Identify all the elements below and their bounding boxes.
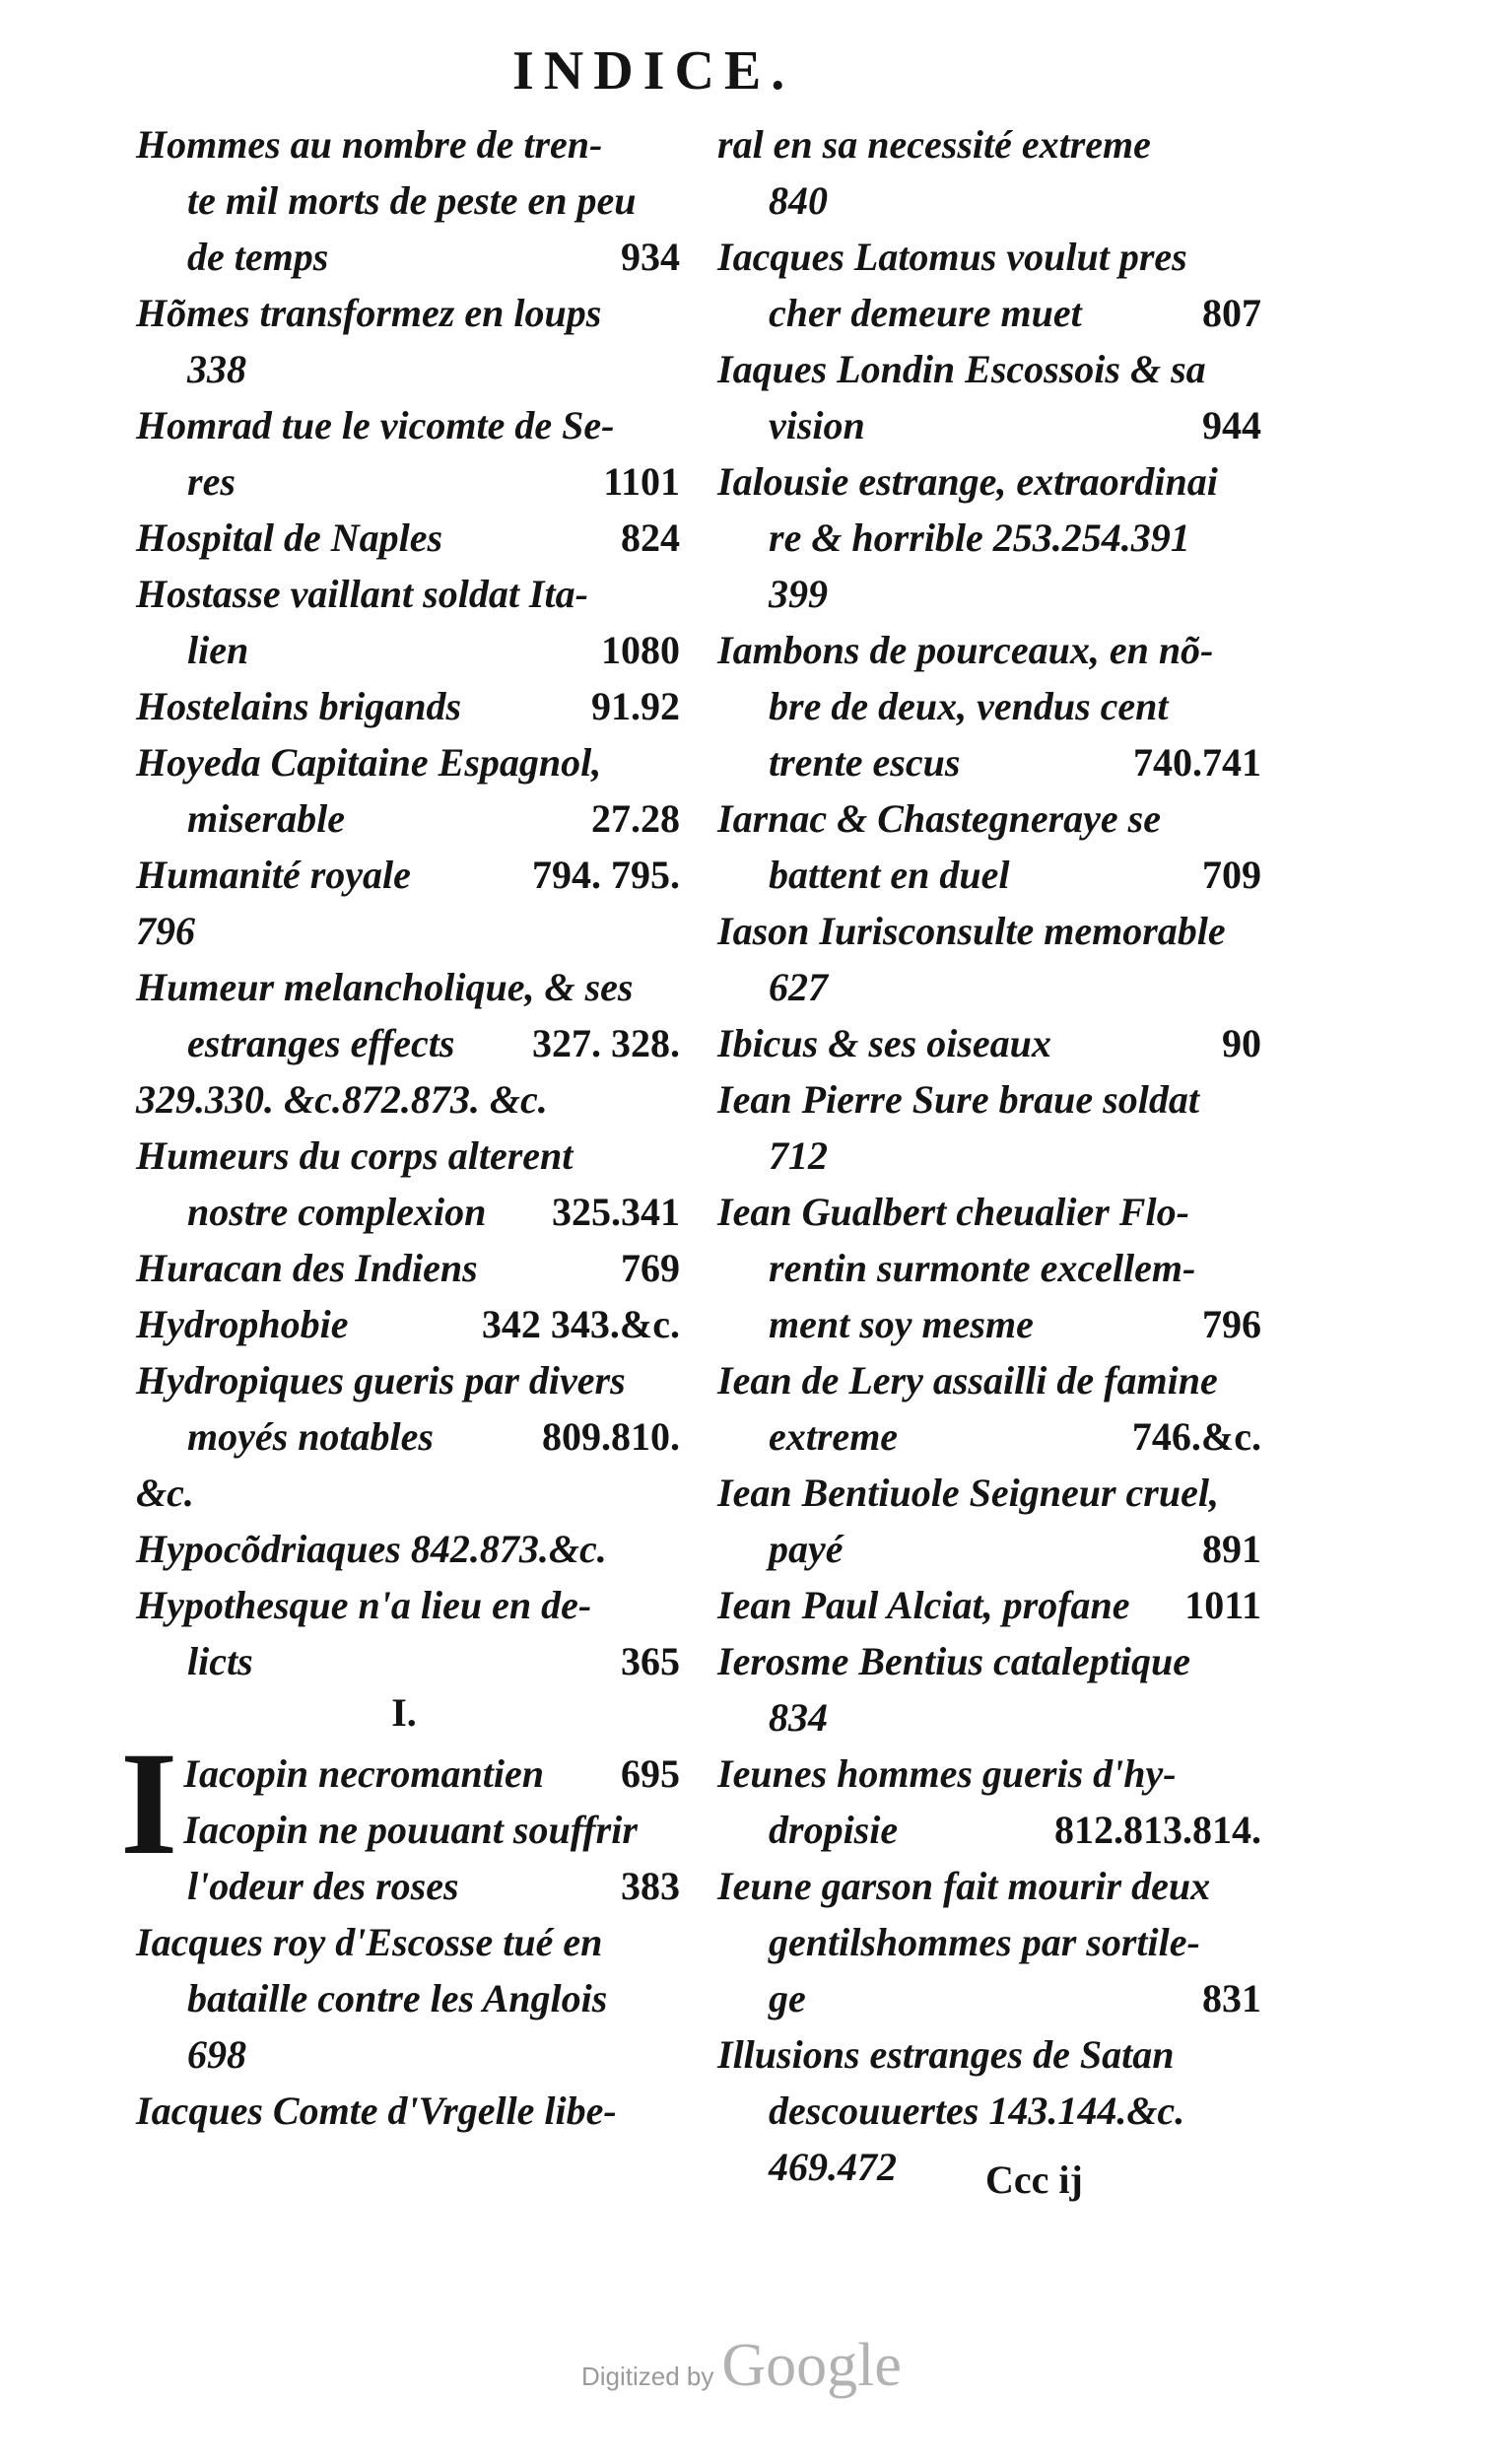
index-entry [128, 734, 680, 847]
index-entry [128, 903, 680, 959]
drop-cap: I [120, 1722, 178, 1885]
entry-line: &c. [136, 1471, 194, 1515]
entry-line: Hydropiques gueris par divers [136, 1358, 626, 1403]
entry-page-ref: 695 [621, 1751, 680, 1796]
entry-page-ref: 365 [621, 1639, 680, 1683]
entry-line: 399 [769, 572, 828, 616]
index-entry [128, 1128, 680, 1240]
index-entry [709, 790, 1261, 903]
entry-line: 840 [769, 178, 828, 223]
index-entry [709, 1577, 1261, 1633]
entry-line: Hoyeda Capitaine Espagnol, [136, 740, 602, 785]
entry-page-ref: 831 [1202, 1976, 1261, 2020]
left-entries-i [120, 1722, 680, 2139]
entry-line: Iacques roy d'Escosse tué en [136, 1920, 603, 1964]
entry-line: Hõmes transformez en loups [136, 291, 602, 335]
entry-page-ref: 327. 328. [532, 1021, 680, 1065]
entry-page-ref: 1080 [601, 628, 680, 672]
index-entry [128, 566, 680, 678]
section-letter-i: I. [391, 1690, 417, 1735]
entry-line: bataille contre les Anglois [187, 1976, 608, 2020]
entry-line: de temps [187, 235, 329, 279]
entry-page-ref: 794. 795. [532, 853, 680, 897]
google-logo: Google [721, 2332, 902, 2399]
index-entry [128, 1577, 680, 1689]
entry-line: gentilshommes par sortile- [769, 1920, 1200, 1964]
entry-line: cher demeure muet [769, 291, 1082, 335]
entry-line: 469.472 [769, 2145, 897, 2189]
index-entry [709, 1015, 1261, 1071]
index-entry [709, 622, 1261, 790]
entry-page-ref: 769 [621, 1246, 680, 1290]
entry-page-ref: 944 [1202, 403, 1261, 447]
entry-line: miserable [187, 796, 345, 841]
entry-line: Iambons de pourceaux, en nõ- [717, 628, 1214, 672]
entry-line: lien [187, 628, 249, 672]
entry-line: trente escus [769, 740, 961, 785]
index-entry [128, 116, 680, 285]
index-entry [128, 1465, 680, 1521]
entry-line: ral en sa necessité extreme [717, 122, 1151, 167]
entry-line: Illusions estranges de Satan [717, 2032, 1175, 2077]
index-entry [128, 959, 680, 1071]
index-entry [709, 1745, 1261, 1858]
right-column [709, 116, 1261, 2195]
entry-page-ref: 709 [1202, 853, 1261, 897]
entry-line: re & horrible 253.254.391 [769, 515, 1190, 560]
entry-page-ref: 383 [621, 1864, 680, 1908]
entry-line: Iean Gualbert cheualier Flo- [717, 1190, 1189, 1234]
entry-line: dropisie [769, 1808, 899, 1852]
entry-line: Hydrophobie [136, 1302, 349, 1346]
index-entry [709, 1352, 1261, 1465]
signature-mark: Ccc ij [985, 2157, 1083, 2202]
entry-line: Iaques Londin Escossois & sa [717, 347, 1206, 391]
index-entry [128, 285, 680, 397]
entry-page-ref: 809.810. [542, 1414, 680, 1459]
entry-line: Iacques Comte d'Vrgelle libe- [136, 2088, 617, 2133]
index-entry [128, 847, 680, 903]
entry-page-ref: 91.92 [591, 684, 680, 728]
index-entry [709, 1858, 1261, 2026]
index-entry [128, 397, 680, 510]
entry-line: nostre complexion [187, 1190, 487, 1234]
index-entry [128, 1352, 680, 1465]
index-entry [128, 1521, 680, 1577]
entry-line: 712 [769, 1133, 828, 1178]
entry-page-ref: 1011 [1184, 1583, 1261, 1627]
entry-line: battent en duel [769, 853, 1010, 897]
entry-line: Iean Paul Alciat, profane [717, 1583, 1130, 1627]
entry-line: Ieunes hommes gueris d'hy- [717, 1751, 1177, 1796]
entry-line: Iean Pierre Sure braue soldat [717, 1077, 1199, 1122]
index-entry [128, 1914, 680, 2083]
entry-line: Iarnac & Chastegneraye se [717, 796, 1161, 841]
entry-line: l'odeur des roses [187, 1864, 459, 1908]
entry-line: 698 [187, 2032, 246, 2077]
digitized-label: Digitized by [581, 2361, 714, 2391]
entry-line: Hospital de Naples [136, 515, 443, 560]
entry-line: Homrad tue le vicomte de Se- [136, 403, 615, 447]
entry-line: Hypothesque n'a lieu en de- [136, 1583, 592, 1627]
entry-line: 834 [769, 1695, 828, 1740]
entry-line: Iacopin ne pouuant souffrir [183, 1808, 638, 1852]
entry-line: Hommes au nombre de tren- [136, 122, 603, 167]
entry-line: descouuertes 143.144.&c. [769, 2088, 1185, 2133]
entry-page-ref: 812.813.814. [1054, 1808, 1261, 1852]
entry-page-ref: 1101 [603, 459, 680, 504]
entry-line: Humeur melancholique, & ses [136, 965, 634, 1009]
index-entry [709, 1465, 1261, 1577]
index-entry [709, 903, 1261, 1015]
entry-line: rentin surmonte excellem- [769, 1246, 1196, 1290]
entry-page-ref: 824 [621, 515, 680, 560]
index-entry [128, 1240, 680, 1296]
entry-page-ref: 90 [1222, 1021, 1261, 1065]
entry-line: Iason Iurisconsulte memorable [717, 909, 1226, 953]
entry-line: te mil morts de peste en peu [187, 178, 637, 223]
entry-line: Ierosme Bentius cataleptique [717, 1639, 1190, 1683]
entry-line: licts [187, 1639, 253, 1683]
index-entry [128, 1296, 680, 1352]
entry-line: Humeurs du corps alterent [136, 1133, 574, 1178]
index-entry [128, 510, 680, 566]
entry-line: Iean Bentiuole Seigneur cruel, [717, 1471, 1219, 1515]
index-entry [128, 678, 680, 734]
entry-page-ref: 934 [621, 235, 680, 279]
left-column [120, 116, 680, 2139]
index-entry [709, 1633, 1261, 1745]
entry-line: Humanité royale [136, 853, 411, 897]
running-title: INDICE. [512, 40, 795, 102]
index-entry [128, 1802, 680, 1914]
entry-line: Iean de Lery assailli de famine [717, 1358, 1218, 1403]
entry-line: Huracan des Indiens [136, 1246, 478, 1290]
entry-line: moyés notables [187, 1414, 434, 1459]
entry-line: 329.330. &c.872.873. &c. [136, 1077, 548, 1122]
index-entry [128, 1071, 680, 1128]
digitized-watermark [581, 2331, 902, 2401]
index-entry [709, 453, 1261, 622]
entry-page-ref: 796 [1202, 1302, 1261, 1346]
entry-line: extreme [769, 1414, 899, 1459]
entry-line: Ibicus & ses oiseaux [717, 1021, 1051, 1065]
entry-line: Hostasse vaillant soldat Ita- [136, 572, 588, 616]
index-entry [709, 341, 1261, 453]
index-entry [709, 1184, 1261, 1352]
entry-line: Ialousie estrange, extraordinai [717, 459, 1218, 504]
index-entry [709, 116, 1261, 229]
entry-line: payé [769, 1527, 844, 1571]
index-entry [709, 1071, 1261, 1184]
entry-line: Ieune garson fait mourir deux [717, 1864, 1211, 1908]
entry-page-ref: 746.&c. [1131, 1414, 1261, 1459]
entry-page-ref: 27.28 [591, 796, 680, 841]
entry-line: ment soy mesme [769, 1302, 1034, 1346]
index-entry [128, 2083, 680, 2139]
index-entry [709, 229, 1261, 341]
entry-page-ref: 740.741 [1133, 740, 1261, 785]
left-entries-h [128, 116, 680, 1689]
index-entry [128, 1745, 680, 1802]
entry-line: 627 [769, 965, 828, 1009]
entry-line: Hypocõdriaques 842.873.&c. [136, 1527, 607, 1571]
entry-line: 796 [136, 909, 195, 953]
entry-line: 338 [187, 347, 246, 391]
entry-line: Iacques Latomus voulut pres [717, 235, 1187, 279]
entry-line: ge [769, 1976, 806, 2020]
entry-line: bre de deux, vendus cent [769, 684, 1169, 728]
entry-line: Hostelains brigands [136, 684, 462, 728]
entry-line: res [187, 459, 236, 504]
entry-page-ref: 342 343.&c. [481, 1302, 680, 1346]
entry-line: estranges effects [187, 1021, 455, 1065]
entry-page-ref: 807 [1202, 291, 1261, 335]
entry-line: vision [769, 403, 865, 447]
entry-page-ref: 325.341 [552, 1190, 680, 1234]
entry-page-ref: 891 [1202, 1527, 1261, 1571]
entry-line: Iacopin necromantien [183, 1751, 544, 1796]
